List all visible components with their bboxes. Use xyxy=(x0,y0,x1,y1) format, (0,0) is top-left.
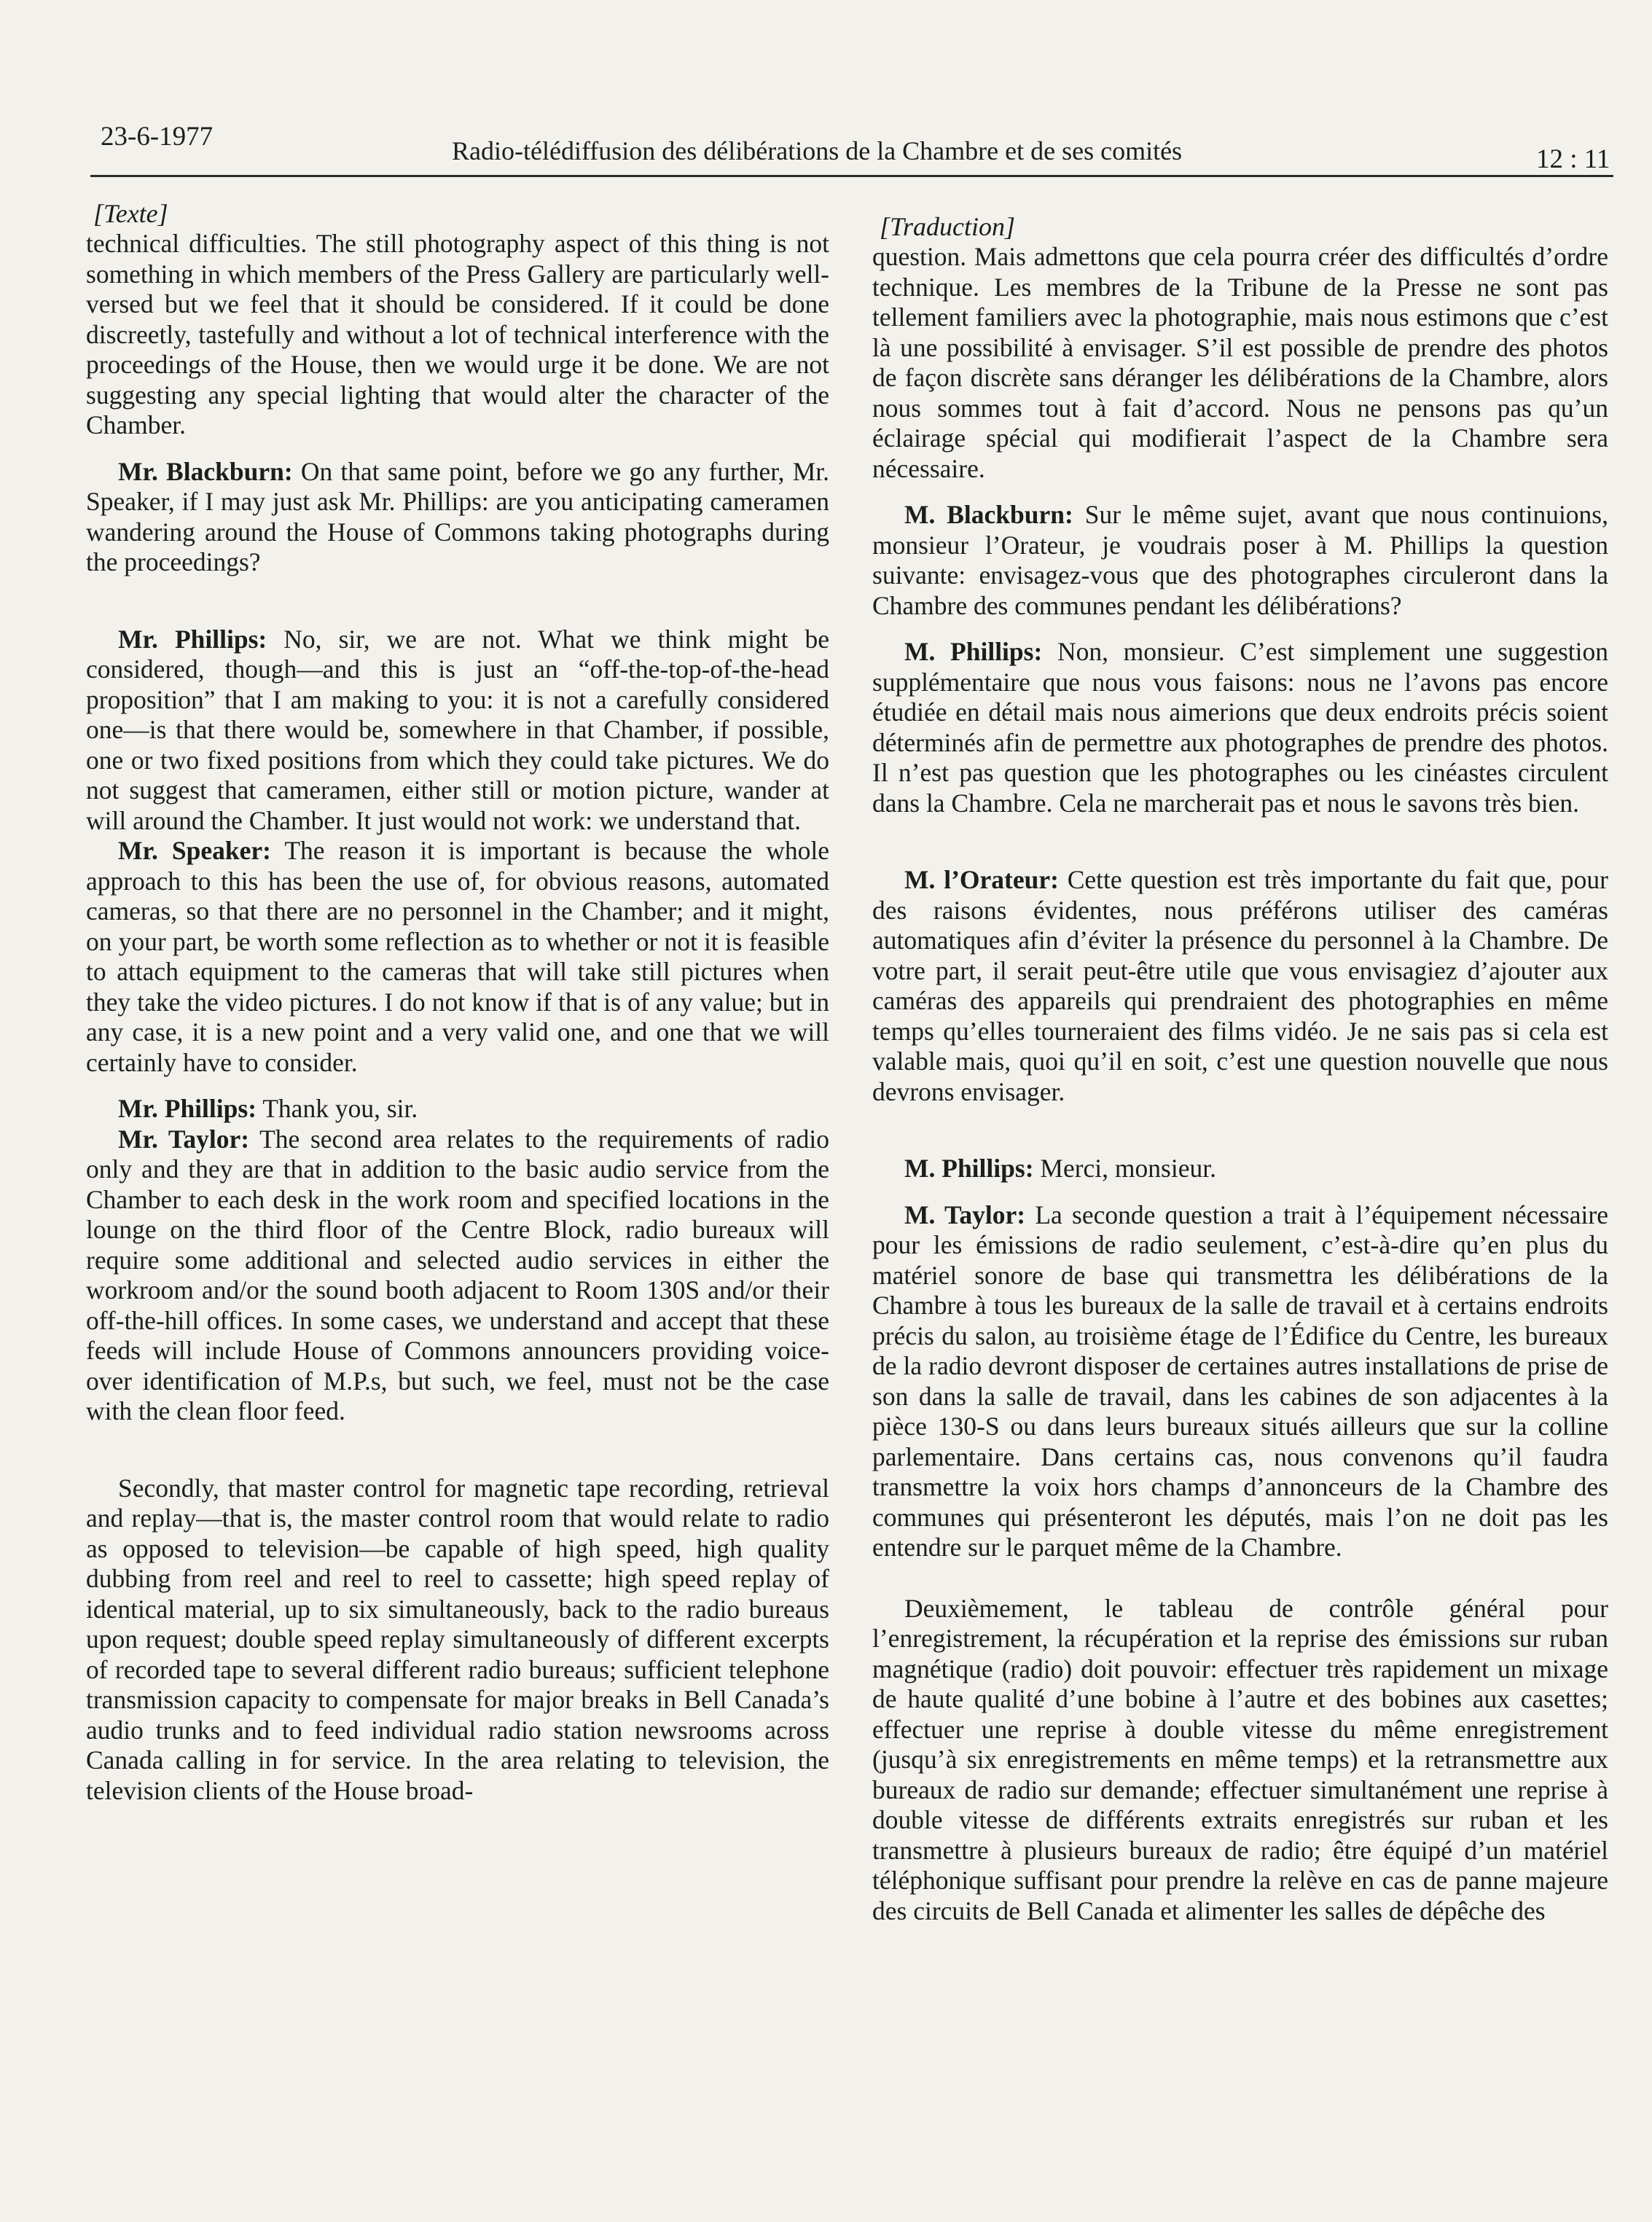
french-column xyxy=(872,198,1608,1926)
speech-text: Thank you, sir. xyxy=(257,1094,418,1123)
paragraph xyxy=(872,1200,1608,1563)
paragraph xyxy=(872,500,1608,621)
paragraph: Deuxièmement, le tableau de contrôle général pour l’enregistrement, la récupération et la reprise des émissions sur ruban magnétique (radio) doit pouvoir: effectuer très rapidement un mixage de haute qualité d’une bobine à l’autre et des bobines aux casettes; effectuer une reprise à double vitesse du même enregistrement (jusqu’à six enregistrements en même temps) et la retransmettre aux bureaux de radio sur demande; effectuer simultanément une reprise à double vitesse de différents extraits enregistrés sur ruban et les transmettre à plusieurs bureaux de radio; être équipé d’un matériel téléphonique suffisant pour prendre la relève en cas de panne majeure des circuits de Bell Canada et alimenter les salles de dépêche des xyxy=(872,1593,1608,1925)
english-column xyxy=(86,198,829,1806)
speech-text: Merci, monsieur. xyxy=(1033,1154,1216,1183)
paragraph xyxy=(86,836,829,1078)
paragraph: technical difficulties. The still photography aspect of this thing is not something in which members of the Press Gallery are particularly well-versed but we feel that it should be considered. If it could be done discreetly, tastefully and without a lot of technical interference with the proceedings of the House, then we would urge it be done. We are not suggesting any special lighting that would alter the character of the Chamber. xyxy=(86,229,829,439)
speech-text: Non, monsieur. C’est simplement une suggestion supplémentaire que nous vous faisons: nous ne l’avons pas encore étudiée en détail mais nous aimerions que deux endroits précis soient déterminés afin de permettre aux photographes de prendre des photos. Il n’est pas question que les photographes ou les cinéastes circulent dans la Chambre. Cela ne marcherait pas et nous le savons très bien. xyxy=(872,637,1608,818)
speech-text: La seconde question a trait à l’équipement nécessaire pour les émissions de radio seulement, c’est-à-dire qu’en plus du matériel sonore de base qui transmettra les délibérations de la Chambre à tous les bureaux de la salle de travail et à certains endroits précis du salon, au troisième étage de l’Édifice du Centre, les bureaux de la radio devront disposer de certaines autres installations de prise de son dans la salle de travail, dans les cabines de son adjacentes à la pièce 130-S ou dans leurs bureaux situés ailleurs que sur la colline parlementaire. Dans certains cas, nous convenons qu’il faudra transmettre la voix hors champs d’annonceurs de la Chambre des communes qui présenteront les députés, mais l’on ne doit pas les entendre sur le parquet même de la Chambre. xyxy=(872,1200,1608,1562)
paragraph xyxy=(86,625,829,837)
paragraph xyxy=(86,457,829,578)
speech-text: Cette question est très importante du fait que, pour des raisons évidentes, nous préférons utiliser des caméras automatiques afin d’éviter la présence du personnel à la Chambre. De votre part, il serait peut-être utile que vous envisagiez d’ajouter aux caméras des appareils qui prendraient des photographies en même temps qu’elles tourneraient des films vidéo. Je ne sais pas si cela est valable mais, quoi qu’il en soit, c’est une question nouvelle que nous devrons envisager. xyxy=(872,865,1609,1106)
header-rule xyxy=(90,175,1613,177)
paragraph xyxy=(86,1094,829,1124)
header-date: 23-6-1977 xyxy=(101,122,214,152)
speaker-name: Mr. Phillips: xyxy=(118,624,267,654)
paragraph xyxy=(872,865,1608,1107)
french-column-label: [Traduction] xyxy=(880,212,1016,241)
speaker-name: M. Taylor: xyxy=(904,1200,1026,1229)
speaker-name: Mr. Speaker: xyxy=(118,836,271,865)
speech-text: On that same point, before we go any further, Mr. Speaker, if I may just ask Mr. Phillips: are you anticipating cameramen wandering around the House of Commons taking photographs during the proceedings? xyxy=(86,456,830,576)
header-page-number: 12 : 11 xyxy=(1536,144,1610,174)
speech-text: The second area relates to the requirements of radio only and they are that in addition to the basic audio service from the Chamber to each desk in the work room and specified locations in the lounge on the third floor of the Centre Block, radio bureaux will require some additional and selected audio services in either the workroom and/or the sound booth adjacent to Room 130S and/or their off-the-hill offices. In some cases, we understand and accept that these feeds will include House of Commons announcers providing voice-over identification of M.P.s, but such, we feel, must not be the case with the clean floor feed. xyxy=(86,1124,829,1425)
speaker-name: M. l’Orateur: xyxy=(904,865,1059,894)
speech-text: The reason it is important is because the whole approach to this has been the use of, for obvious reasons, automated cameras, so that there are no personnel in the Chamber; and it might, on your part, be worth some reflection as to whether or not it is feasible to attach equipment to the cameras that will take still pictures when they take the video pictures. I do not know if that is of any value; but in any case, it is a new point and a very valid one, and one that we will certainly have to consider. xyxy=(86,836,830,1077)
speaker-name: M. Phillips: xyxy=(904,1154,1034,1183)
speech-text: No, sir, we are not. What we think might be considered, though—and this is just an “off-the-top-of-the-head proposition” that I am making to you: it is not a carefully considered one—is that there would be, somewhere in that Chamber, if possible, one or two fixed positions from which they could take pictures. We do not suggest that cameramen, either still or motion picture, wander at will around the Chamber. It just would not work: we understand that. xyxy=(86,624,830,835)
speaker-name: Mr. Taylor: xyxy=(118,1124,250,1154)
speaker-name: Mr. Blackburn: xyxy=(118,456,293,486)
speech-text: Sur le même sujet, avant que nous continuions, monsieur l’Orateur, je voudrais poser à M. Phillips la question suivante: envisagez-vous que des photographes circuleront dans la Chambre des communes pendant les délibérations? xyxy=(872,500,1608,620)
paragraph: Secondly, that master control for magnetic tape recording, retrieval and replay—that is, the master control room that would relate to radio as opposed to television—be capable of high speed, high quality dubbing from reel and reel to reel to cassette; high speed replay of identical material, up to six simultaneously, back to the radio bureaus upon request; double speed replay simultaneously of different excerpts of recorded tape to several different radio bureaus; sufficient telephone transmission capacity to compensate for major breaks in Bell Canada’s audio trunks and to feed individual radio station newsrooms across Canada calling in for service. In the area relating to television, the television clients of the House broad- xyxy=(86,1473,829,1805)
header-title: Radio-télédiffusion des délibérations de la Chambre et de ses comités xyxy=(452,136,1183,165)
speaker-name: M. Phillips: xyxy=(904,637,1043,666)
speaker-name: M. Blackburn: xyxy=(904,500,1073,529)
speaker-name: Mr. Phillips: xyxy=(118,1094,257,1123)
english-column-label: [Texte] xyxy=(93,199,168,228)
paragraph xyxy=(872,637,1608,818)
paragraph xyxy=(872,1154,1608,1184)
paragraph: question. Mais admettons que cela pourra créer des difficultés d’ordre technique. Les membres de la Tribune de la Presse ne sont pas tellement familiers avec la photographie, mais nous estimons que c’est là une possibilité à envisager. S’il est possible de prendre des photos de façon discrète sans déranger les délibérations de la Chambre, alors nous sommes tout à fait d’accord. Nous ne pensons pas qu’un éclairage spécial qui modifierait l’aspect de la Chambre sera nécessaire. xyxy=(872,242,1608,483)
paragraph xyxy=(86,1124,829,1427)
